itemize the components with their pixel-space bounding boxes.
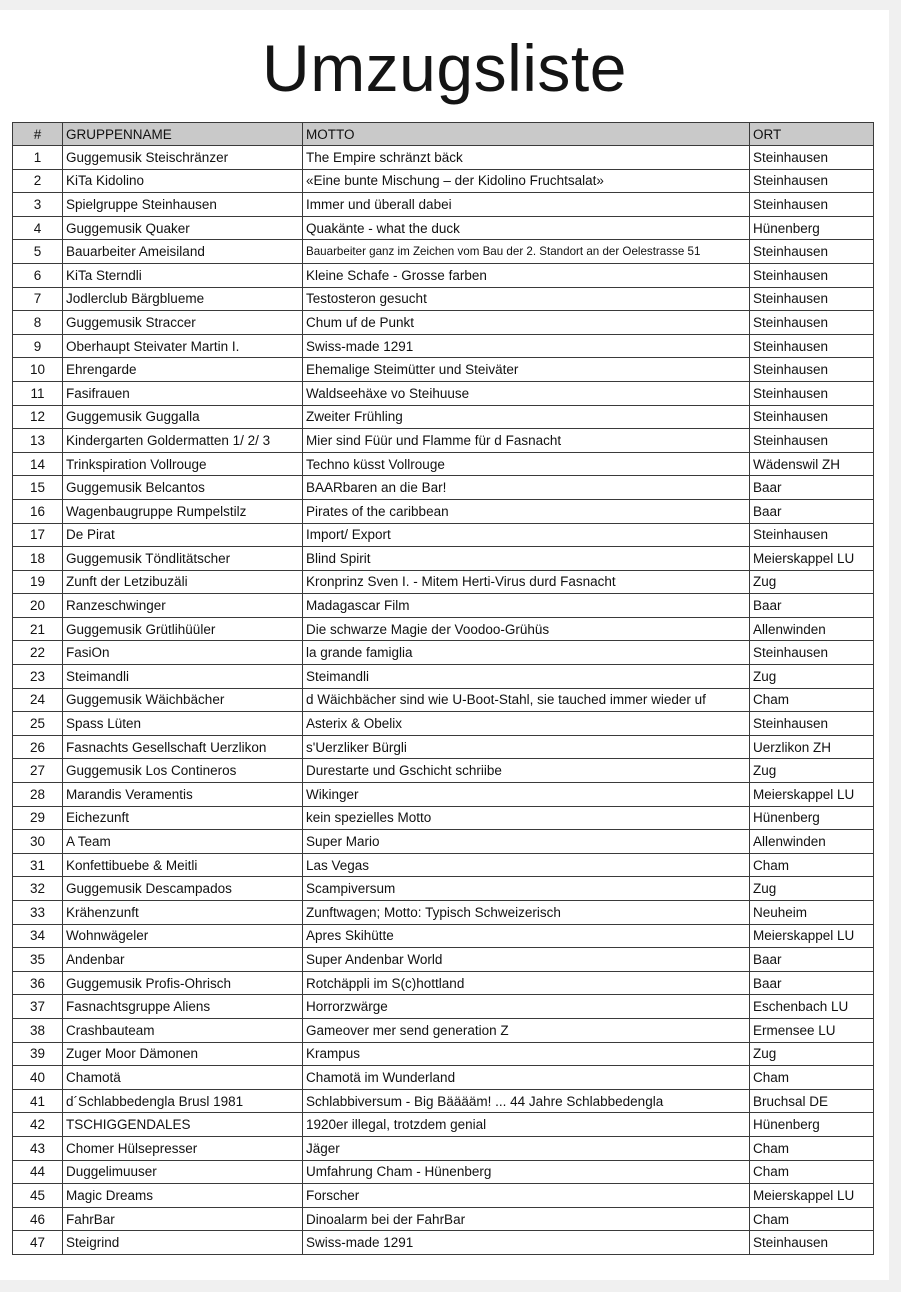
motto-cell: s'Uerzliker Bürgli (303, 735, 750, 759)
motto-cell: Madagascar Film (303, 594, 750, 618)
table-row (13, 853, 874, 877)
row-number: 35 (13, 948, 63, 972)
place-cell: Steinhausen (750, 263, 874, 287)
table-row (13, 1160, 874, 1184)
table-row (13, 1066, 874, 1090)
motto-cell: kein spezielles Motto (303, 806, 750, 830)
motto-cell: la grande famiglia (303, 641, 750, 665)
table-row (13, 334, 874, 358)
place-cell: Cham (750, 1207, 874, 1231)
table-row (13, 429, 874, 453)
row-number: 15 (13, 476, 63, 500)
table-row (13, 759, 874, 783)
group-name-cell: FasiOn (63, 641, 303, 665)
place-cell: Meierskappel LU (750, 924, 874, 948)
column-header-number: # (13, 123, 63, 146)
motto-cell: Techno küsst Vollrouge (303, 452, 750, 476)
table-row (13, 688, 874, 712)
column-header-motto: MOTTO (303, 123, 750, 146)
column-header-place: ORT (750, 123, 874, 146)
motto-cell: Mier sind Füür und Flamme für d Fasnacht (303, 429, 750, 453)
group-name-cell: Spass Lüten (63, 712, 303, 736)
column-header-group-name: GRUPPENNAME (63, 123, 303, 146)
motto-cell: Pirates of the caribbean (303, 499, 750, 523)
table-row (13, 1207, 874, 1231)
group-name-cell: KiTa Kidolino (63, 169, 303, 193)
row-number: 34 (13, 924, 63, 948)
motto-cell: Apres Skihütte (303, 924, 750, 948)
motto-cell: Scampiversum (303, 877, 750, 901)
motto-cell: Kronprinz Sven I. - Mitem Herti-Virus durd Fasnacht (303, 570, 750, 594)
motto-cell: Jäger (303, 1136, 750, 1160)
table-row (13, 641, 874, 665)
group-name-cell: Guggemusik Quaker (63, 216, 303, 240)
row-number: 47 (13, 1231, 63, 1255)
table-row (13, 901, 874, 925)
place-cell: Hünenberg (750, 806, 874, 830)
group-name-cell: Andenbar (63, 948, 303, 972)
motto-cell: Swiss-made 1291 (303, 334, 750, 358)
group-name-cell: Bauarbeiter Ameisiland (63, 240, 303, 264)
row-number: 12 (13, 405, 63, 429)
table-row (13, 216, 874, 240)
row-number: 24 (13, 688, 63, 712)
row-number: 5 (13, 240, 63, 264)
group-name-cell: Guggemusik Belcantos (63, 476, 303, 500)
row-number: 33 (13, 901, 63, 925)
group-name-cell: Guggemusik Grütlihüüler (63, 617, 303, 641)
group-name-cell: Guggemusik Guggalla (63, 405, 303, 429)
group-name-cell: Steigrind (63, 1231, 303, 1255)
place-cell: Uerzlikon ZH (750, 735, 874, 759)
table-row (13, 594, 874, 618)
group-name-cell: Guggemusik Descampados (63, 877, 303, 901)
row-number: 19 (13, 570, 63, 594)
table-row (13, 971, 874, 995)
row-number: 43 (13, 1136, 63, 1160)
group-name-cell: Fasnachtsgruppe Aliens (63, 995, 303, 1019)
group-name-cell: Jodlerclub Bärgblueme (63, 287, 303, 311)
group-name-cell: Duggelimuuser (63, 1160, 303, 1184)
place-cell: Steinhausen (750, 381, 874, 405)
place-cell: Meierskappel LU (750, 783, 874, 807)
table-row (13, 547, 874, 571)
place-cell: Steinhausen (750, 287, 874, 311)
place-cell: Cham (750, 688, 874, 712)
row-number: 40 (13, 1066, 63, 1090)
group-name-cell: A Team (63, 830, 303, 854)
place-cell: Steinhausen (750, 641, 874, 665)
table-row (13, 146, 874, 170)
row-number: 7 (13, 287, 63, 311)
table-row (13, 830, 874, 854)
motto-cell: Zweiter Frühling (303, 405, 750, 429)
row-number: 1 (13, 146, 63, 170)
motto-cell: Krampus (303, 1042, 750, 1066)
motto-cell: Horrorzwärge (303, 995, 750, 1019)
row-number: 10 (13, 358, 63, 382)
row-number: 8 (13, 311, 63, 335)
motto-cell: Zunftwagen; Motto: Typisch Schweizerisch (303, 901, 750, 925)
table-row (13, 476, 874, 500)
place-cell: Steinhausen (750, 240, 874, 264)
row-number: 42 (13, 1113, 63, 1137)
group-name-cell: Magic Dreams (63, 1184, 303, 1208)
motto-cell: Chum uf de Punkt (303, 311, 750, 335)
motto-cell: Asterix & Obelix (303, 712, 750, 736)
place-cell: Steinhausen (750, 429, 874, 453)
motto-cell: Waldseehäxe vo Steihuuse (303, 381, 750, 405)
group-name-cell: Guggemusik Profis-Ohrisch (63, 971, 303, 995)
table-row (13, 877, 874, 901)
place-cell: Steinhausen (750, 193, 874, 217)
row-number: 13 (13, 429, 63, 453)
table-row (13, 783, 874, 807)
row-number: 37 (13, 995, 63, 1019)
motto-cell: Steimandli (303, 665, 750, 689)
group-name-cell: Wagenbaugruppe Rumpelstilz (63, 499, 303, 523)
row-number: 23 (13, 665, 63, 689)
group-name-cell: Wohnwägeler (63, 924, 303, 948)
row-number: 32 (13, 877, 63, 901)
place-cell: Baar (750, 948, 874, 972)
group-name-cell: Guggemusik Los Contineros (63, 759, 303, 783)
place-cell: Baar (750, 971, 874, 995)
place-cell: Cham (750, 1136, 874, 1160)
document-page (0, 10, 889, 1280)
group-name-cell: De Pirat (63, 523, 303, 547)
group-name-cell: Fasnachts Gesellschaft Uerzlikon (63, 735, 303, 759)
place-cell: Baar (750, 499, 874, 523)
place-cell: Cham (750, 853, 874, 877)
motto-cell: Umfahrung Cham - Hünenberg (303, 1160, 750, 1184)
group-name-cell: Oberhaupt Steivater Martin I. (63, 334, 303, 358)
table-row (13, 1042, 874, 1066)
place-cell: Wädenswil ZH (750, 452, 874, 476)
row-number: 22 (13, 641, 63, 665)
group-name-cell: Crashbauteam (63, 1018, 303, 1042)
place-cell: Baar (750, 594, 874, 618)
table-row (13, 1018, 874, 1042)
place-cell: Meierskappel LU (750, 547, 874, 571)
place-cell: Allenwinden (750, 617, 874, 641)
motto-cell: d Wäichbächer sind wie U-Boot-Stahl, sie tauched immer wieder uf (303, 688, 750, 712)
table-row (13, 499, 874, 523)
table-row (13, 712, 874, 736)
table-row (13, 240, 874, 264)
page-title: Umzugsliste (262, 31, 627, 105)
table-header-row (13, 123, 874, 146)
motto-cell: Chamotä im Wunderland (303, 1066, 750, 1090)
place-cell: Steinhausen (750, 523, 874, 547)
motto-cell: Die schwarze Magie der Voodoo-Grühüs (303, 617, 750, 641)
place-cell: Steinhausen (750, 311, 874, 335)
place-cell: Meierskappel LU (750, 1184, 874, 1208)
place-cell: Cham (750, 1160, 874, 1184)
group-name-cell: d´Schlabbedengla Brusl 1981 (63, 1089, 303, 1113)
row-number: 39 (13, 1042, 63, 1066)
place-cell: Bruchsal DE (750, 1089, 874, 1113)
motto-cell: Rotchäppli im S(c)hottland (303, 971, 750, 995)
group-name-cell: FahrBar (63, 1207, 303, 1231)
group-name-cell: Kindergarten Goldermatten 1/ 2/ 3 (63, 429, 303, 453)
table-row (13, 263, 874, 287)
group-name-cell: Ehrengarde (63, 358, 303, 382)
row-number: 4 (13, 216, 63, 240)
row-number: 6 (13, 263, 63, 287)
row-number: 14 (13, 452, 63, 476)
place-cell: Neuheim (750, 901, 874, 925)
row-number: 31 (13, 853, 63, 877)
place-cell: Steinhausen (750, 405, 874, 429)
table-row (13, 452, 874, 476)
row-number: 16 (13, 499, 63, 523)
group-name-cell: Trinkspiration Vollrouge (63, 452, 303, 476)
row-number: 18 (13, 547, 63, 571)
table-row (13, 1231, 874, 1255)
row-number: 46 (13, 1207, 63, 1231)
table-row (13, 1136, 874, 1160)
motto-cell: Las Vegas (303, 853, 750, 877)
table-row (13, 617, 874, 641)
place-cell: Cham (750, 1066, 874, 1090)
motto-cell: Super Mario (303, 830, 750, 854)
place-cell: Hünenberg (750, 1113, 874, 1137)
group-name-cell: Eichezunft (63, 806, 303, 830)
row-number: 36 (13, 971, 63, 995)
table-row (13, 1113, 874, 1137)
table-row (13, 924, 874, 948)
motto-cell: Testosteron gesucht (303, 287, 750, 311)
row-number: 30 (13, 830, 63, 854)
group-name-cell: Guggemusik Töndlitätscher (63, 547, 303, 571)
motto-cell: The Empire schränzt bäck (303, 146, 750, 170)
motto-cell: Kleine Schafe - Grosse farben (303, 263, 750, 287)
table-row (13, 665, 874, 689)
row-number: 45 (13, 1184, 63, 1208)
table-row (13, 193, 874, 217)
group-name-cell: Krähenzunft (63, 901, 303, 925)
place-cell: Steinhausen (750, 712, 874, 736)
table-row (13, 169, 874, 193)
table-row (13, 358, 874, 382)
place-cell: Zug (750, 1042, 874, 1066)
group-name-cell: TSCHIGGENDALES (63, 1113, 303, 1137)
table-row (13, 287, 874, 311)
place-cell: Zug (750, 665, 874, 689)
motto-cell: Blind Spirit (303, 547, 750, 571)
place-cell: Allenwinden (750, 830, 874, 854)
motto-cell: Super Andenbar World (303, 948, 750, 972)
group-name-cell: Zuger Moor Dämonen (63, 1042, 303, 1066)
table-row (13, 948, 874, 972)
motto-cell: Gameover mer send generation Z (303, 1018, 750, 1042)
table-row (13, 1184, 874, 1208)
group-name-cell: Zunft der Letzibuzäli (63, 570, 303, 594)
row-number: 17 (13, 523, 63, 547)
row-number: 27 (13, 759, 63, 783)
motto-cell: Dinoalarm bei der FahrBar (303, 1207, 750, 1231)
place-cell: Steinhausen (750, 358, 874, 382)
table-row (13, 311, 874, 335)
motto-cell: Import/ Export (303, 523, 750, 547)
place-cell: Zug (750, 570, 874, 594)
group-name-cell: Chamotä (63, 1066, 303, 1090)
motto-cell: 1920er illegal, trotzdem genial (303, 1113, 750, 1137)
motto-cell: Schlabbiversum - Big Bääääm! ... 44 Jahre Schlabbedengla (303, 1089, 750, 1113)
table-row (13, 381, 874, 405)
group-name-cell: Guggemusik Straccer (63, 311, 303, 335)
place-cell: Baar (750, 476, 874, 500)
place-cell: Steinhausen (750, 169, 874, 193)
table-row (13, 995, 874, 1019)
row-number: 21 (13, 617, 63, 641)
group-name-cell: Guggemusik Wäichbächer (63, 688, 303, 712)
group-name-cell: KiTa Sterndli (63, 263, 303, 287)
table-row (13, 1089, 874, 1113)
group-name-cell: Marandis Veramentis (63, 783, 303, 807)
group-name-cell: Fasifrauen (63, 381, 303, 405)
row-number: 41 (13, 1089, 63, 1113)
group-name-cell: Ranzeschwinger (63, 594, 303, 618)
table-row (13, 570, 874, 594)
motto-cell: BAARbaren an die Bar! (303, 476, 750, 500)
row-number: 25 (13, 712, 63, 736)
row-number: 2 (13, 169, 63, 193)
row-number: 29 (13, 806, 63, 830)
row-number: 26 (13, 735, 63, 759)
motto-cell: Quakänte - what the duck (303, 216, 750, 240)
motto-cell: Wikinger (303, 783, 750, 807)
place-cell: Steinhausen (750, 146, 874, 170)
place-cell: Eschenbach LU (750, 995, 874, 1019)
table-body (13, 146, 874, 1255)
motto-cell: Immer und überall dabei (303, 193, 750, 217)
place-cell: Steinhausen (750, 334, 874, 358)
motto-cell: «Eine bunte Mischung – der Kidolino Fruchtsalat» (303, 169, 750, 193)
row-number: 20 (13, 594, 63, 618)
row-number: 28 (13, 783, 63, 807)
row-number: 9 (13, 334, 63, 358)
place-cell: Hünenberg (750, 216, 874, 240)
place-cell: Zug (750, 877, 874, 901)
group-name-cell: Konfettibuebe & Meitli (63, 853, 303, 877)
table-row (13, 806, 874, 830)
table-row (13, 405, 874, 429)
parade-table (12, 122, 874, 1255)
place-cell: Ermensee LU (750, 1018, 874, 1042)
motto-cell: Forscher (303, 1184, 750, 1208)
group-name-cell: Chomer Hülsepresser (63, 1136, 303, 1160)
row-number: 11 (13, 381, 63, 405)
row-number: 3 (13, 193, 63, 217)
place-cell: Zug (750, 759, 874, 783)
table-row (13, 523, 874, 547)
motto-cell: Bauarbeiter ganz im Zeichen vom Bau der 2. Standort an der Oelestrasse 51 (303, 240, 750, 264)
motto-cell: Durestarte und Gschicht schriibe (303, 759, 750, 783)
row-number: 44 (13, 1160, 63, 1184)
row-number: 38 (13, 1018, 63, 1042)
group-name-cell: Guggemusik Steischränzer (63, 146, 303, 170)
group-name-cell: Spielgruppe Steinhausen (63, 193, 303, 217)
motto-cell: Swiss-made 1291 (303, 1231, 750, 1255)
place-cell: Steinhausen (750, 1231, 874, 1255)
motto-cell: Ehemalige Steimütter und Steiväter (303, 358, 750, 382)
table-row (13, 735, 874, 759)
group-name-cell: Steimandli (63, 665, 303, 689)
